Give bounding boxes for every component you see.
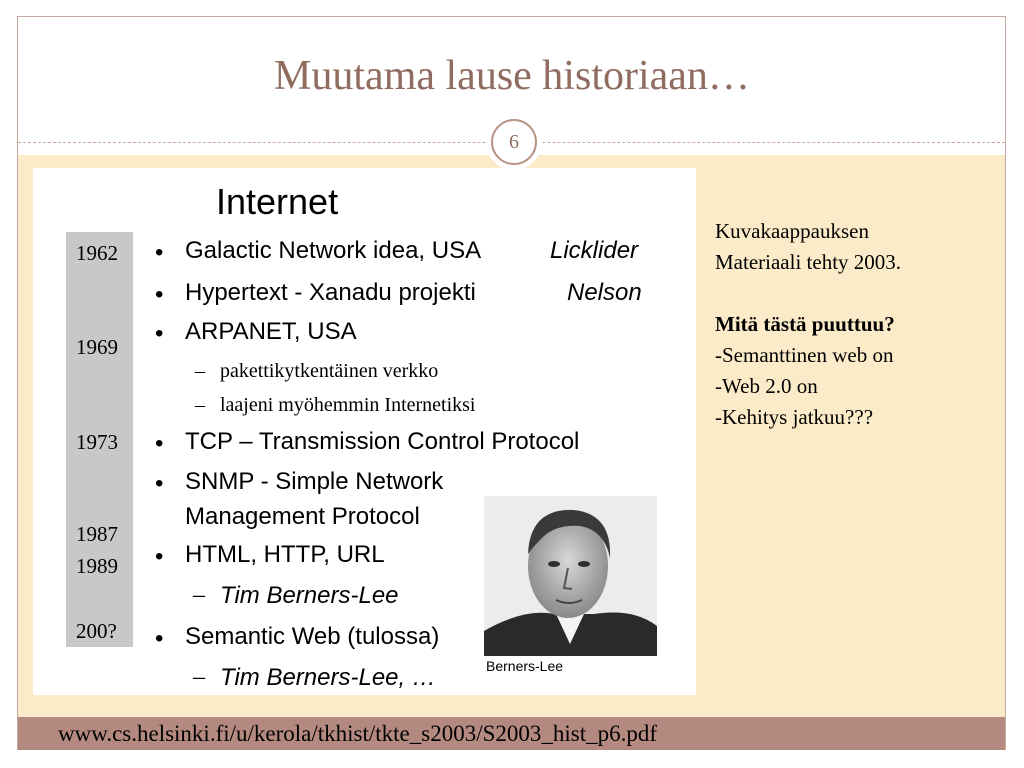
- bullet-text: SNMP - Simple Network: [185, 468, 444, 495]
- bullet-author: Nelson: [567, 279, 642, 306]
- year-label: 1962: [76, 241, 118, 265]
- footer-source-link[interactable]: www.cs.helsinki.fi/u/kerola/tkhist/tkte_s2003/S2003_hist_p6.pdf: [58, 721, 658, 746]
- sub-item-author: Tim Berners-Lee: [220, 582, 399, 609]
- photo-caption: Berners-Lee: [486, 658, 564, 674]
- bullet-text: TCP – Transmission Control Protocol: [185, 428, 580, 455]
- bullet-icon: •: [155, 470, 164, 497]
- dash-icon: –: [195, 394, 205, 416]
- bullet-author: Licklider: [550, 237, 639, 264]
- year-label: 1987: [76, 522, 118, 546]
- bullet-icon: •: [155, 320, 164, 347]
- sub-item-text: pakettikytkentäinen verkko: [220, 360, 439, 382]
- slide-number: 6: [491, 119, 537, 165]
- slide-title: Muutama lause historiaan…: [274, 53, 750, 99]
- bullet-text: Galactic Network idea, USA: [185, 237, 482, 264]
- bullet-icon: •: [155, 281, 164, 308]
- portrait-illustration: [484, 496, 657, 656]
- bullet-icon: •: [155, 430, 164, 457]
- bullet-text: ARPANET, USA: [185, 318, 357, 345]
- dash-icon: –: [193, 582, 205, 608]
- year-label: 1973: [76, 430, 118, 454]
- bullet-text: HTML, HTTP, URL: [185, 541, 385, 568]
- dash-icon: –: [195, 360, 205, 382]
- sub-item-text: laajeni myöhemmin Internetiksi: [220, 394, 476, 416]
- year-label: 200?: [76, 619, 117, 643]
- year-label: 1989: [76, 554, 118, 578]
- note-spacer: [715, 278, 901, 309]
- note-item: -Semanttinen web on: [715, 343, 894, 367]
- note-question: Mitä tästä puuttuu?: [715, 312, 895, 336]
- bullet-icon: •: [155, 239, 164, 266]
- portrait-photo: [484, 496, 657, 656]
- bullet-icon: •: [155, 543, 164, 570]
- bullet-text: Hypertext - Xanadu projekti: [185, 279, 476, 306]
- bullet-icon: •: [155, 625, 164, 652]
- year-label: 1969: [76, 335, 118, 359]
- bullet-text: Management Protocol: [185, 503, 420, 530]
- note-item: -Web 2.0 on: [715, 374, 818, 398]
- note-line: Kuvakaappauksen: [715, 219, 869, 243]
- sub-item-author: Tim Berners-Lee, …: [220, 664, 436, 691]
- screenshot-title: Internet: [216, 181, 339, 222]
- note-item: -Kehitys jatkuu???: [715, 405, 874, 429]
- dash-icon: –: [193, 664, 205, 690]
- note-line: Materiaali tehty 2003.: [715, 250, 902, 274]
- side-notes: [715, 216, 901, 433]
- bullet-text: Semantic Web (tulossa): [185, 623, 440, 650]
